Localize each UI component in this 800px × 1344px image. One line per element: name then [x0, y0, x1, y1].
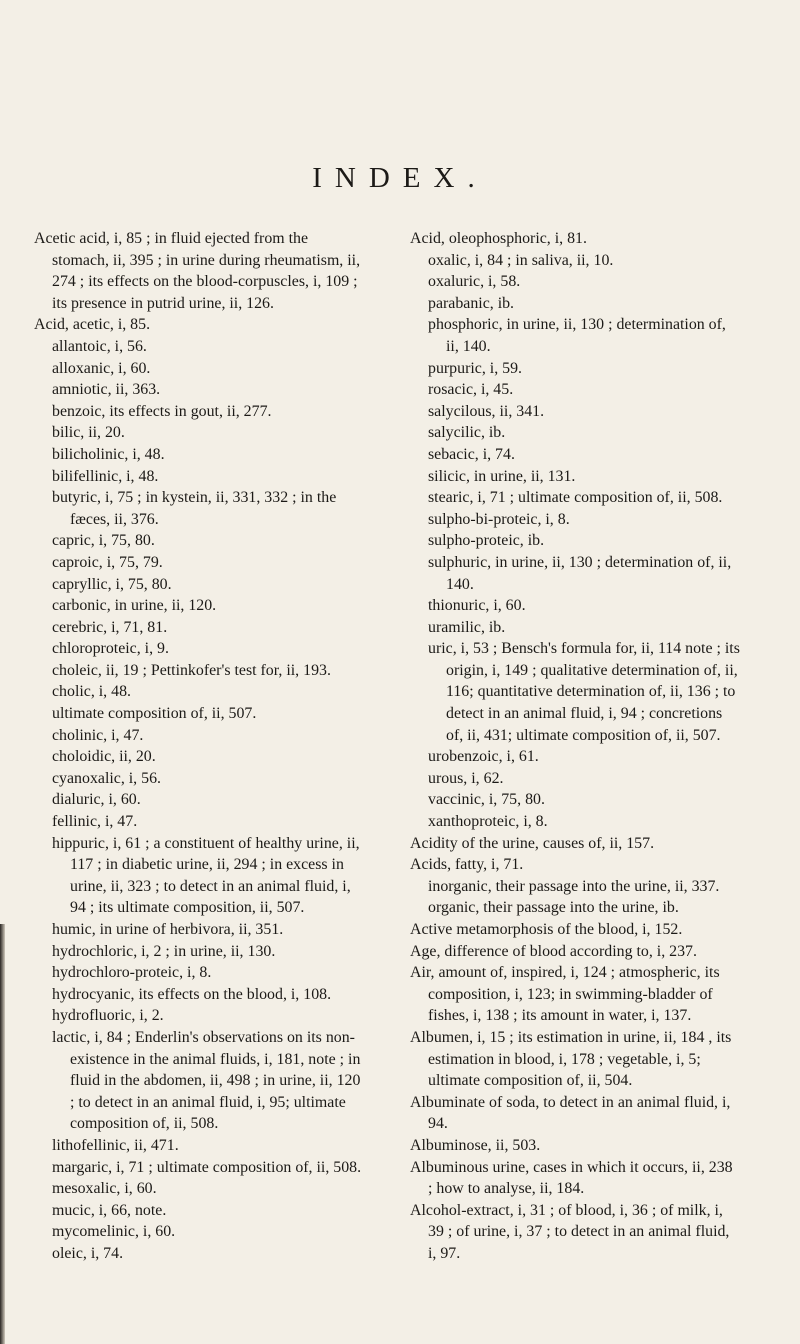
index-entry: hydrocyanic, its effects on the blood, i, 108.	[52, 985, 332, 1003]
index-entry: sebacic, i, 74.	[428, 445, 515, 463]
index-entry: xanthoproteic, i, 8.	[428, 813, 548, 831]
index-entry: sulphuric, in urine, ii, 130 ; determination of, ii, 140.	[428, 553, 732, 593]
index-entry: mesoxalic, i, 60.	[52, 1180, 157, 1198]
index-entry: butyric, i, 75 ; in kystein, ii, 331, 332 ; in the fæces, ii, 376.	[52, 489, 337, 528]
index-entry: Active metamorphosis of the blood, i, 152.	[410, 921, 683, 938]
page-title: INDEX.	[312, 162, 488, 194]
index-entry: hydrochloric, i, 2 ; in urine, ii, 130.	[52, 942, 276, 960]
index-entry: chloroproteic, i, 9.	[52, 640, 169, 658]
index-entry: capric, i, 75, 80.	[52, 532, 155, 550]
index-entry: Acetic acid, i, 85 ; in fluid ejected from the stomach, ii, 395 ; in urine during rheumatism, ii, 274 ; its effects on the blood-corpuscles, i, 109 ; its presence in putrid urine, ii, 126.	[34, 230, 361, 312]
index-entry: bilic, ii, 20.	[52, 424, 125, 442]
index-entry: Acidity of the urine, causes of, ii, 157.	[410, 834, 655, 852]
index-entry: sulpho-bi-proteic, i, 8.	[428, 510, 570, 528]
index-entry: thionuric, i, 60.	[428, 597, 526, 615]
index-entry: uric, i, 53 ; Bensch's formula for, ii, 114 note ; its origin, i, 149 ; qualitative determination of, ii, 116; quantitative determination of, ii, 136 ; to detect in an animal fluid, i, 94 ; concretions of, ii, 431; ultimate composition of, ii, 507.	[428, 640, 740, 744]
index-entry: organic, their passage into the urine, ib.	[428, 899, 679, 917]
index-entry: uramilic, ib.	[428, 618, 506, 636]
index-entry: phosphoric, in urine, ii, 130 ; determination of, ii, 140.	[428, 316, 726, 355]
index-entry: sulpho-proteic, ib.	[428, 532, 545, 550]
index-entry: stearic, i, 71 ; ultimate composition of, ii, 508.	[428, 489, 723, 507]
index-entry: hydrofluoric, i, 2.	[52, 1007, 164, 1025]
index-entry: Acids, fatty, i, 71.	[410, 856, 524, 874]
index-entry: Albumen, i, 15 ; its estimation in urine, ii, 184 , its estimation in blood, i, 178 ; vegetable, i, 5; ultimate composition of, ii, 504.	[410, 1028, 732, 1090]
index-entry: oleic, i, 74.	[52, 1244, 124, 1262]
index-entry: purpuric, i, 59.	[428, 359, 523, 377]
index-entry: allantoic, i, 56.	[52, 337, 147, 355]
page-binding-edge	[0, 924, 5, 1344]
index-entry: cholic, i, 48.	[52, 683, 131, 701]
index-entry: hippuric, i, 61 ; a constituent of healthy urine, ii, 117 ; in diabetic urine, ii, 294 ; in excess in urine, ii, 323 ; to detect in an animal fluid, i, 94 ; its ultimate composition, ii, 507.	[52, 834, 360, 917]
index-entry: rosacic, i, 45.	[428, 381, 514, 399]
index-entry: fellinic, i, 47.	[52, 813, 138, 831]
index-entry: bilifellinic, i, 48.	[52, 467, 159, 485]
index-entry: salycilic, ib.	[428, 424, 506, 442]
index-entry: benzoic, its effects in gout, ii, 277.	[52, 402, 272, 420]
index-entry: cerebric, i, 71, 81.	[52, 618, 168, 636]
right-index-column	[410, 228, 740, 1265]
index-entry: alloxanic, i, 60.	[52, 359, 151, 377]
index-entry: urobenzoic, i, 61.	[428, 748, 539, 766]
index-entry: ultimate composition of, ii, 507.	[52, 705, 257, 723]
index-entry: Air, amount of, inspired, i, 124 ; atmospheric, its composition, i, 123; in swimming-bladder of fishes, i, 138 ; its amount in water, i, 137.	[410, 964, 720, 1025]
index-entry: Alcohol-extract, i, 31 ; of blood, i, 36 ; of milk, i, 39 ; of urine, i, 37 ; to detect in an animal fluid, i, 97.	[410, 1201, 730, 1262]
index-entry: mycomelinic, i, 60.	[52, 1223, 176, 1241]
index-entry: silicic, in urine, ii, 131.	[428, 467, 576, 485]
index-entry: parabanic, ib.	[428, 294, 515, 312]
index-entry: oxaluric, i, 58.	[428, 273, 521, 291]
index-entry: vaccinic, i, 75, 80.	[428, 791, 545, 809]
index-entry: Age, difference of blood according to, i, 237.	[410, 942, 697, 960]
index-entry: carbonic, in urine, ii, 120.	[52, 597, 217, 615]
index-entry: salycilous, ii, 341.	[428, 402, 545, 420]
index-entry: choloidic, ii, 20.	[52, 748, 156, 766]
index-entry: humic, in urine of herbivora, ii, 351.	[52, 921, 284, 938]
index-entry: capryllic, i, 75, 80.	[52, 575, 172, 593]
index-entry: inorganic, their passage into the urine, ii, 337.	[428, 877, 720, 895]
index-entry: Albuminate of soda, to detect in an animal fluid, i, 94.	[410, 1093, 731, 1133]
index-entry: amniotic, ii, 363.	[52, 381, 161, 399]
index-entry: caproic, i, 75, 79.	[52, 553, 163, 571]
index-entry: margaric, i, 71 ; ultimate composition of, ii, 508.	[52, 1158, 362, 1176]
index-entry: mucic, i, 66, note.	[52, 1201, 167, 1219]
index-entry: bilicholinic, i, 48.	[52, 445, 165, 463]
index-entry: Albuminose, ii, 503.	[410, 1136, 541, 1154]
index-entry: hydrochloro-proteic, i, 8.	[52, 964, 212, 982]
index-entry: oxalic, i, 84 ; in saliva, ii, 10.	[428, 251, 614, 269]
index-entry: lithofellinic, ii, 471.	[52, 1136, 179, 1154]
index-entry: Albuminous urine, cases in which it occurs, ii, 238 ; how to analyse, ii, 184.	[410, 1158, 733, 1198]
index-entry: Acid, acetic, i, 85.	[34, 316, 151, 334]
index-entry: lactic, i, 84 ; Enderlin's observations on its non-existence in the animal fluids, i, 181, note ; in fluid in the abdomen, ii, 498 ; in urine, ii, 120 ; to detect in an animal fluid, i, 95; ultimate composition of, ii, 508.	[52, 1028, 361, 1133]
index-entry: choleic, ii, 19 ; Pettinkofer's test for, ii, 193.	[52, 661, 331, 679]
index-entry: cholinic, i, 47.	[52, 726, 144, 744]
index-entry: Acid, oleophosphoric, i, 81.	[410, 230, 587, 247]
left-index-column	[34, 228, 364, 1265]
index-entry: dialuric, i, 60.	[52, 791, 141, 809]
index-entry: urous, i, 62.	[428, 769, 504, 787]
index-entry: cyanoxalic, i, 56.	[52, 769, 161, 787]
